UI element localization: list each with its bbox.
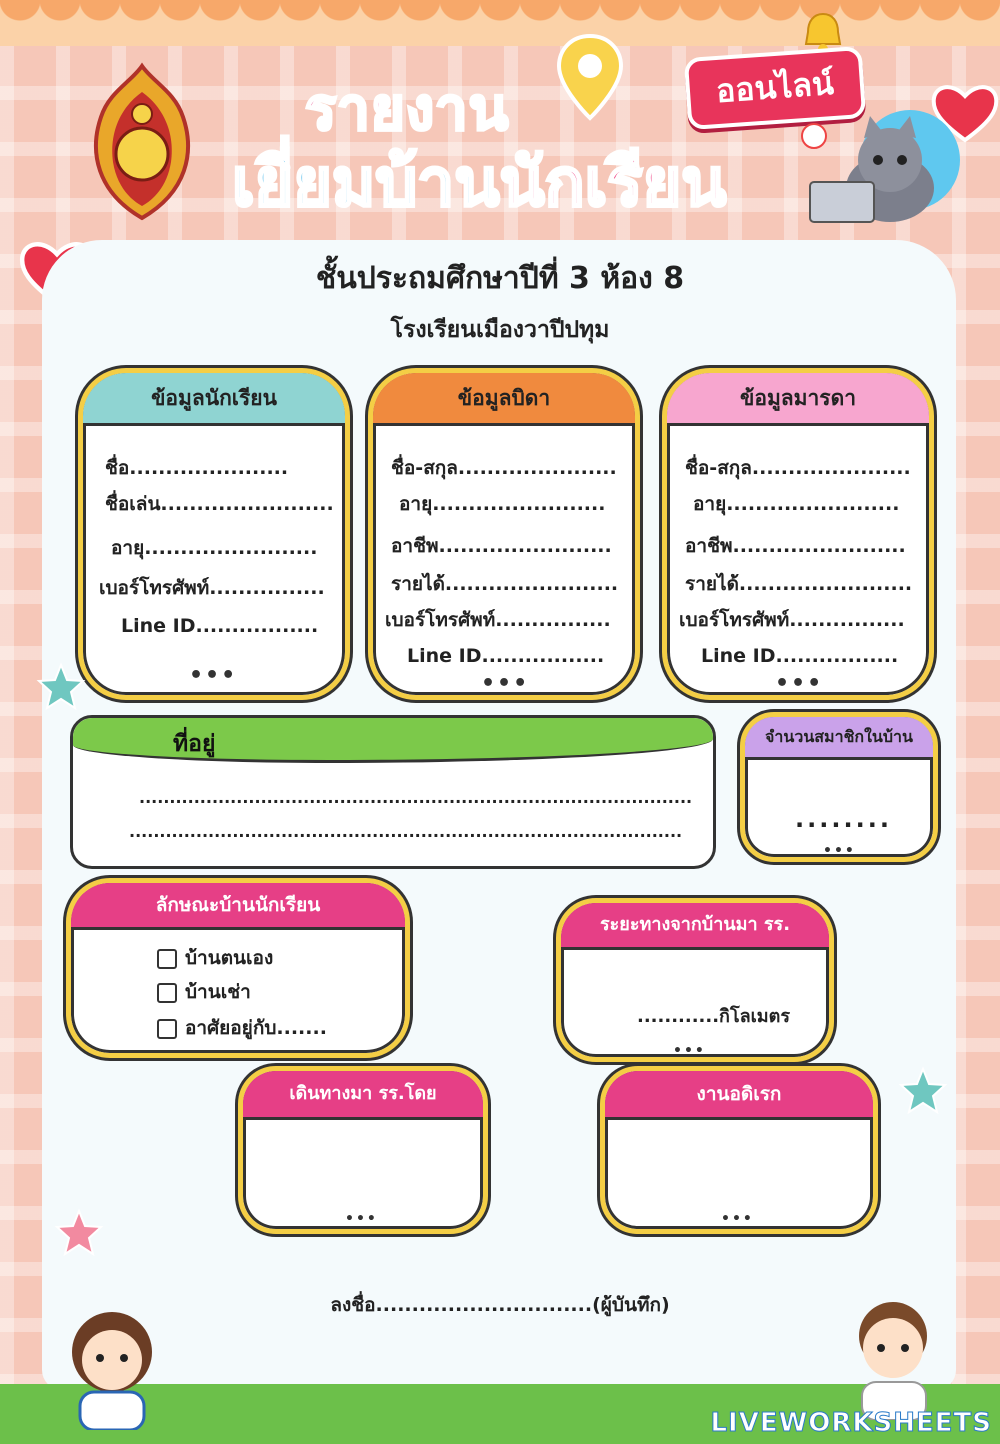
title-line-2: [232, 130, 726, 235]
address-line-2[interactable]: ...........................................................................................: [129, 822, 683, 841]
mother-job-field[interactable]: อาชีพ........................: [685, 535, 906, 557]
mother-card-title: ข้อมูลมารดา: [667, 373, 929, 426]
father-phone-field[interactable]: เบอร์โทรศัพท์................: [385, 609, 611, 631]
option-label: บ้านตนเอง: [185, 947, 274, 969]
hobby-card: [600, 1066, 878, 1234]
distance-title: ระยะทางจากบ้านมา รร.: [561, 903, 829, 950]
grade-title: ชั้นประถมศึกษาปีที่ 3 ห้อง 8: [315, 261, 685, 296]
school-emblem-icon: [83, 62, 201, 222]
travel-title: เดินทางมา รร.โดย: [243, 1071, 483, 1120]
mother-age-field[interactable]: อายุ........................: [693, 493, 900, 515]
hobby-title: งานอดิเรก: [605, 1071, 873, 1120]
student-nickname-field[interactable]: ชื่อเล่น........................: [105, 493, 334, 515]
distance-card: [556, 898, 834, 1062]
star-icon: [54, 1208, 104, 1258]
mother-info-card: [662, 368, 934, 700]
more-dots: •••: [481, 671, 530, 696]
house-type-option-live-with[interactable]: [157, 1013, 327, 1043]
student-name-field[interactable]: ชื่อ......................: [105, 457, 289, 479]
online-badge: ออนไลน์: [684, 46, 867, 130]
travel-method-card: [238, 1066, 488, 1234]
student-card-title: ข้อมูลนักเรียน: [83, 373, 345, 426]
title-line-2b: นักเรียน: [499, 144, 727, 221]
house-type-option-own[interactable]: [157, 943, 273, 973]
mother-income-field[interactable]: รายได้........................: [685, 573, 913, 595]
liveworksheets-watermark: LIVEWORKSHEETS: [710, 1408, 992, 1438]
student-line-id-field[interactable]: Line ID.................: [121, 615, 319, 637]
house-type-option-rent[interactable]: [157, 977, 251, 1007]
mother-name-field[interactable]: ชื่อ-สกุล......................: [685, 457, 911, 479]
location-pin-icon: [555, 32, 625, 122]
father-income-field[interactable]: รายได้........................: [391, 573, 619, 595]
father-name-field[interactable]: ชื่อ-สกุล......................: [391, 457, 617, 479]
members-value-field[interactable]: ........: [795, 805, 892, 833]
household-members-card: [740, 712, 938, 862]
cat-with-laptop-icon: [790, 108, 960, 228]
father-job-field[interactable]: อาชีพ........................: [391, 535, 612, 557]
top-scallop-border: [0, 0, 1000, 46]
option-label: บ้านเช่า: [185, 981, 251, 1003]
school-name: โรงเรียนเมืองวาปีปทุม: [390, 317, 610, 343]
more-dots: •••: [721, 1211, 754, 1227]
more-dots: •••: [189, 663, 238, 688]
mother-phone-field[interactable]: เบอร์โทรศัพท์................: [679, 609, 905, 631]
checkbox-icon[interactable]: [157, 1019, 177, 1039]
father-line-id-field[interactable]: Line ID.................: [407, 645, 605, 667]
star-icon: [36, 662, 86, 712]
members-title: จำนวนสมาชิกในบ้าน: [745, 717, 933, 760]
distance-value-field[interactable]: ............กิโลเมตร: [637, 1006, 791, 1027]
more-dots: •••: [823, 843, 856, 859]
title-line-1: รายงาน: [305, 75, 510, 143]
checkbox-icon[interactable]: [157, 949, 177, 969]
mother-line-id-field[interactable]: Line ID.................: [701, 645, 899, 667]
address-header: [73, 718, 713, 763]
house-type-card: [66, 878, 410, 1058]
father-info-card: [368, 368, 640, 700]
girl-student-icon: [50, 1300, 180, 1430]
boy-student-icon: [828, 1290, 958, 1420]
more-dots: •••: [775, 671, 824, 696]
title-line-2a: เยี่ยมบ้าน: [232, 144, 500, 221]
address-box: [70, 715, 716, 869]
father-age-field[interactable]: อายุ........................: [399, 493, 606, 515]
house-type-title: ลักษณะบ้านนักเรียน: [71, 883, 405, 930]
student-age-field[interactable]: อายุ........................: [111, 537, 318, 559]
option-label: อาศัยอยู่กับ.......: [185, 1017, 327, 1039]
checkbox-icon[interactable]: [157, 983, 177, 1003]
student-info-card: [78, 368, 350, 700]
more-dots: •••: [673, 1043, 706, 1059]
address-title: ที่อยู่: [173, 731, 216, 757]
star-icon: [898, 1066, 948, 1116]
student-phone-field[interactable]: เบอร์โทรศัพท์................: [99, 577, 325, 599]
signature-line[interactable]: ลงชื่อ..............................(ผู้บันทึก): [330, 1294, 670, 1316]
more-dots: •••: [345, 1211, 378, 1227]
address-line-1[interactable]: ...........................................................................................: [139, 788, 693, 807]
father-card-title: ข้อมูลบิดา: [373, 373, 635, 426]
